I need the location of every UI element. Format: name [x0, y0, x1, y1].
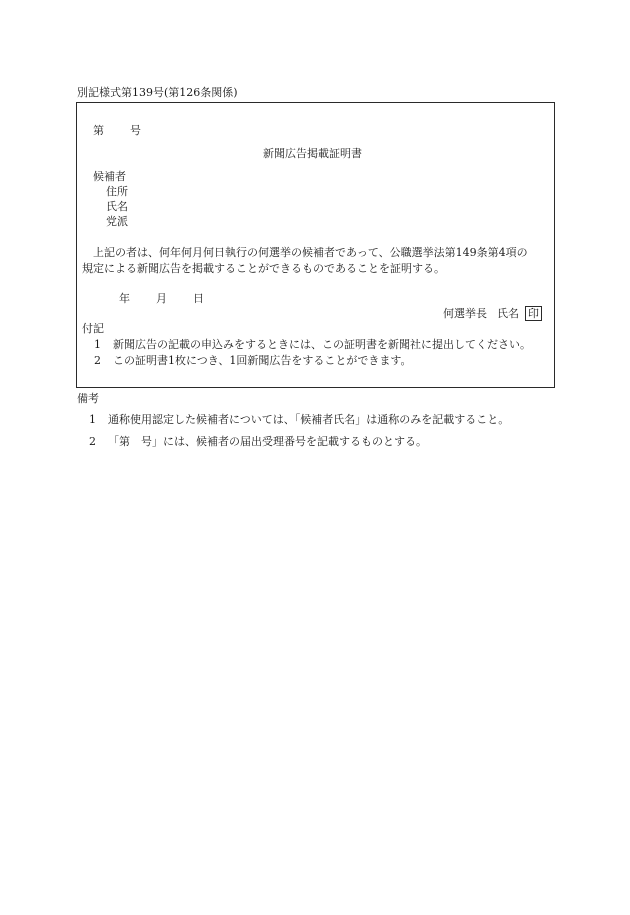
appendix-item [94, 338, 531, 352]
remarks-label: 備考 [77, 392, 99, 405]
appendix-item-number: 1 [94, 338, 101, 351]
number-dai: 第 [93, 124, 104, 137]
candidate-address-label: 住所 [106, 185, 128, 198]
seal-mark: 印 [525, 306, 542, 321]
statement-line-1: 上記の者は、何年何月何日執行の何選挙の候補者であって、公職選挙法第149条第4項の [93, 246, 528, 259]
date-month: 月 [156, 292, 167, 305]
appendix-item-text: 新聞広告の記載の申込みをするときには、この証明書を新聞社に提出してください。 [113, 338, 531, 351]
remarks-item-number: 2 [89, 435, 96, 448]
certificate-title: 新聞広告掲載証明書 [263, 147, 362, 160]
number-go: 号 [130, 124, 141, 137]
date-year: 年 [119, 292, 130, 305]
date-day: 日 [193, 292, 204, 305]
form-reference: 別記様式第139号(第126条関係) [77, 86, 238, 99]
remarks-item-text: 「第 号」には、候補者の届出受理番号を記載するものとする。 [108, 435, 427, 448]
appendix-label: 付記 [82, 322, 104, 335]
remarks-item [89, 435, 427, 449]
date-line [119, 292, 204, 306]
candidate-party-label: 党派 [106, 215, 128, 228]
issuer-title: 何選挙長 [443, 307, 487, 320]
appendix-item [94, 354, 411, 368]
appendix-item-number: 2 [94, 354, 101, 367]
candidate-name-label: 氏名 [106, 200, 128, 213]
number-line [93, 124, 141, 138]
issuer-name-label: 氏名 [497, 307, 519, 320]
remarks-item [89, 413, 509, 427]
appendix-item-text: この証明書1枚につき、1回新聞広告をすることができます。 [113, 354, 412, 367]
candidate-label: 候補者 [93, 170, 126, 183]
remarks-item-number: 1 [89, 413, 96, 426]
remarks-item-text: 通称使用認定した候補者については、「候補者氏名」は通称のみを記載すること。 [108, 413, 510, 426]
statement-line-2: 規定による新聞広告を掲載することができるものであることを証明する。 [82, 262, 445, 275]
issuer-line [443, 306, 542, 321]
